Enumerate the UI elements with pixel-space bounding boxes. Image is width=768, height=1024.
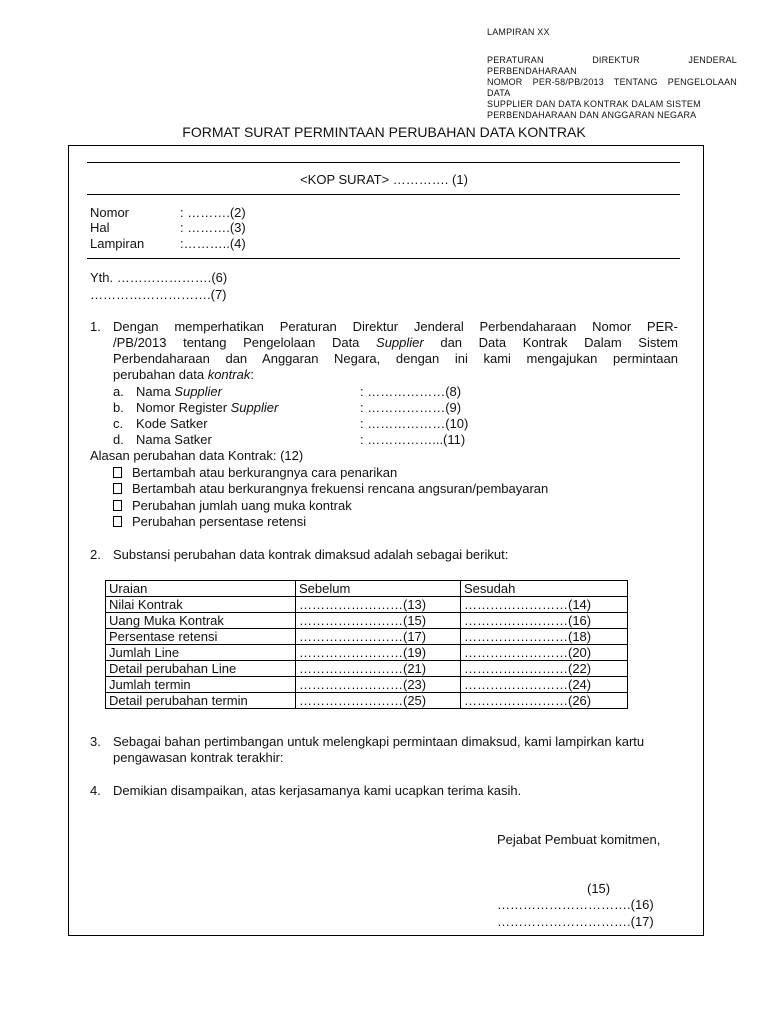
- checkbox-icon[interactable]: [113, 483, 122, 494]
- item4-text: Demikian disampaikan, atas kerjasamanya kami ucapkan terima kasih.: [113, 783, 522, 798]
- table-row: [106, 693, 628, 709]
- italic-term: kontrak: [207, 367, 251, 382]
- table-cell: Persentase retensi: [106, 629, 296, 645]
- table-row: [106, 629, 628, 645]
- table-cell: ……………………(16): [461, 613, 628, 629]
- letter-frame: [68, 145, 704, 936]
- document-title: FORMAT SURAT PERMINTAAN PERUBAHAN DATA KONTRAK: [182, 124, 586, 140]
- subitem-letter: d.: [113, 432, 124, 447]
- subitem-label: [136, 416, 208, 432]
- signer-nip: ………………………….(17): [497, 914, 654, 929]
- divider: [87, 162, 680, 163]
- reason-item: [113, 498, 352, 514]
- text: dan Data Kontrak Dalam Sistem: [423, 335, 678, 350]
- table-cell: ……………………(24): [461, 677, 628, 693]
- table-cell: ……………………(14): [461, 597, 628, 613]
- recipient-yth: Yth. ………………….(6): [90, 270, 228, 285]
- kop-surat: <KOP SURAT> …………. (1): [300, 172, 468, 187]
- item1-line2: [113, 335, 678, 351]
- text: Kode Satker: [136, 416, 208, 431]
- item-number: 2.: [90, 547, 101, 562]
- table-cell: Detail perubahan termin: [106, 693, 296, 709]
- reason-label: Perubahan persentase retensi: [132, 514, 307, 529]
- text: Nama Satker: [136, 432, 212, 447]
- table-header: Sebelum: [296, 581, 461, 597]
- table-header: Uraian: [106, 581, 296, 597]
- text: :: [250, 367, 254, 382]
- regulation-line: NOMOR PER-58/PB/2013 TENTANG PENGELOLAAN DATA: [487, 77, 737, 98]
- reason-label: Perubahan jumlah uang muka kontrak: [132, 498, 352, 513]
- meta-label-nomor: Nomor: [90, 205, 130, 220]
- meta-value-hal: : ……….(3): [180, 220, 246, 235]
- reason-item: [113, 481, 548, 497]
- table-row: [106, 661, 628, 677]
- subitem-letter: b.: [113, 400, 124, 415]
- italic-term: Supplier: [376, 335, 424, 350]
- table-cell: ……………………(17): [296, 629, 461, 645]
- table-cell: ……………………(21): [296, 661, 461, 677]
- subitem-label: [136, 432, 212, 448]
- recipient-address: ……………………….(7): [90, 287, 227, 302]
- item1-line4: [113, 367, 678, 383]
- item1-paragraph: [113, 319, 678, 383]
- item1-line1: Dengan memperhatikan Peraturan Direktur Jenderal Perbendaharaan Nomor PER-: [113, 319, 678, 334]
- regulation-line: PERBENDAHARAAN DAN ANGGARAN NEGARA: [487, 110, 697, 120]
- reason-label: Bertambah atau berkurangnya frekuensi rencana angsuran/pembayaran: [132, 481, 549, 496]
- table-row: [106, 597, 628, 613]
- meta-value-nomor: : ……….(2): [180, 205, 246, 220]
- table-row: [106, 613, 628, 629]
- meta-label-lampiran: Lampiran: [90, 236, 145, 251]
- signature-title: Pejabat Pembuat komitmen,: [497, 832, 661, 847]
- subitem-label: [136, 400, 278, 416]
- item-number: 4.: [90, 783, 101, 798]
- reason-heading: Alasan perubahan data Kontrak: (12): [90, 448, 304, 463]
- subitem-value: : ……………...(11): [360, 432, 466, 447]
- table-cell: ……………………(19): [296, 645, 461, 661]
- table-cell: ……………………(15): [296, 613, 461, 629]
- italic-term: Supplier: [230, 400, 279, 415]
- table-cell: ……………………(25): [296, 693, 461, 709]
- subitem-value: : ………………(10): [360, 416, 469, 431]
- item2-text: Substansi perubahan data kontrak dimaksud adalah sebagai berikut:: [113, 547, 509, 562]
- divider: [87, 194, 680, 195]
- table-header: Sesudah: [461, 581, 628, 597]
- table-row: [106, 645, 628, 661]
- regulation-line: SUPPLIER DAN DATA KONTRAK DALAM SISTEM: [487, 99, 701, 109]
- item1-line3: Perbendaharaan dan Anggaran Negara, dengan ini kami mengajukan permintaan: [113, 351, 678, 366]
- subitem-value: : ………………(8): [360, 384, 462, 399]
- reason-label: Bertambah atau berkurangnya cara penarikan: [132, 465, 398, 480]
- text: Nomor Register: [136, 400, 231, 415]
- meta-label-hal: Hal: [90, 220, 110, 235]
- subitem-value: : ………………(9): [360, 400, 462, 415]
- text: perubahan data: [113, 367, 208, 382]
- signer-name: ………………………….(16): [497, 897, 654, 912]
- italic-term: Supplier: [174, 384, 222, 399]
- subitem-letter: c.: [113, 416, 124, 431]
- table-cell: ……………………(18): [461, 629, 628, 645]
- text: /PB/2013 tentang Pengelolaan Data: [113, 335, 377, 350]
- table-cell: ……………………(26): [461, 693, 628, 709]
- table-cell: ……………………(13): [296, 597, 461, 613]
- item3-line2: pengawasan kontrak terakhir:: [113, 750, 284, 765]
- signature-mark: (15): [587, 881, 611, 896]
- checkbox-icon[interactable]: [113, 516, 122, 527]
- lampiran-label: LAMPIRAN XX: [487, 27, 550, 37]
- table-cell: Jumlah termin: [106, 677, 296, 693]
- item-number: 1.: [90, 319, 101, 334]
- table-cell: Uang Muka Kontrak: [106, 613, 296, 629]
- regulation-line: PERATURAN DIREKTUR JENDERAL PERBENDAHARAAN: [487, 55, 737, 76]
- reason-item: [113, 514, 306, 530]
- table-cell: Nilai Kontrak: [106, 597, 296, 613]
- checkbox-icon[interactable]: [113, 467, 122, 478]
- item-number: 3.: [90, 734, 101, 749]
- checkbox-icon[interactable]: [113, 500, 122, 511]
- table-header-row: [106, 581, 628, 597]
- table-cell: ……………………(20): [461, 645, 628, 661]
- item3-line1: Sebagai bahan pertimbangan untuk melengkapi permintaan dimaksud, kami lampirkan kartu: [113, 734, 645, 749]
- substance-table: [105, 580, 628, 709]
- meta-value-lampiran: :………..(4): [180, 236, 246, 251]
- text: Nama: [136, 384, 175, 399]
- table-cell: Jumlah Line: [106, 645, 296, 661]
- table-row: [106, 677, 628, 693]
- subitem-letter: a.: [113, 384, 124, 399]
- table-cell: Detail perubahan Line: [106, 661, 296, 677]
- reason-item: [113, 465, 397, 481]
- table-cell: ……………………(22): [461, 661, 628, 677]
- divider: [87, 258, 680, 259]
- regulation-reference: [487, 55, 737, 121]
- subitem-label: [136, 384, 222, 400]
- table-cell: ……………………(23): [296, 677, 461, 693]
